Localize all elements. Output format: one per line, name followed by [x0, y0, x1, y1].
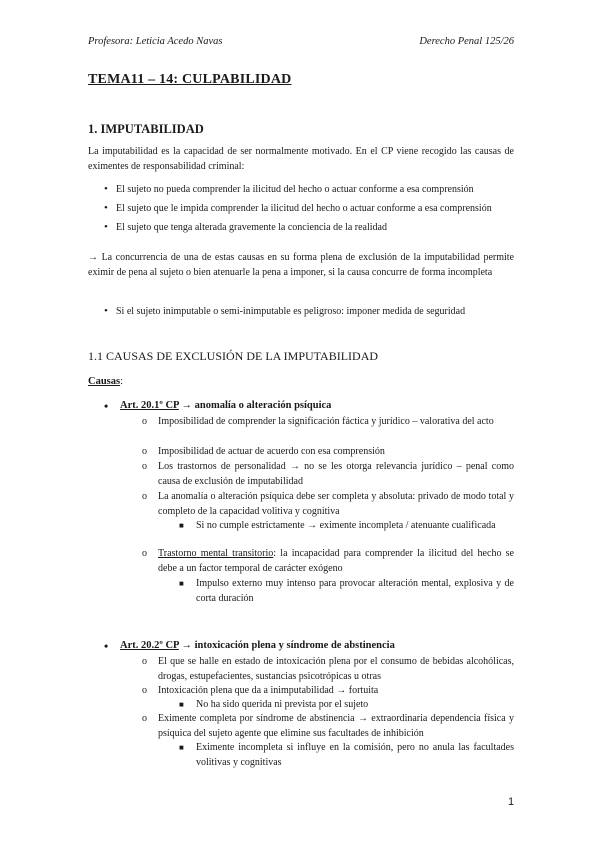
causas-label-text: Causas: [88, 376, 121, 387]
circle-bullet-icon: o: [142, 656, 147, 667]
peligrosidad-list: [88, 304, 514, 323]
circle-bullet-icon: o: [142, 548, 147, 559]
section-heading-imputabilidad: 1. IMPUTABILIDAD: [88, 122, 204, 136]
list-item: • El sujeto que tenga alterada gravemente la conciencia de la realidad: [88, 220, 514, 235]
art-20-1-ref: Art. 20.1º CP: [120, 400, 179, 411]
list-item: [142, 683, 514, 698]
circle-bullet-icon: o: [142, 713, 147, 724]
list-item-text: La anomalía o alteración psíquica debe ser completa y absoluta: privado de modo total y completo de la capacidad volitiva y cognitiva: [158, 491, 514, 517]
square-bullet-icon: ■: [179, 521, 184, 530]
header-course: Derecho Penal 125/26: [419, 36, 514, 47]
list-item-text: : la incapacidad para comprender la ilicitud del hecho se debe a un factor temporal de carácter exógeno: [158, 548, 514, 574]
square-bullet-icon: ■: [179, 700, 184, 709]
list-item-text: No ha sido querida ni prevista por el sujeto: [196, 699, 369, 710]
causas-colon: :: [120, 376, 124, 387]
list-item-text: Imposibilidad de actuar de acuerdo con esa comprensión: [158, 446, 385, 457]
square-bullet-icon: ■: [179, 743, 184, 752]
list-item-text: Intoxicación plena que da a inimputabilidad → fortuita: [158, 685, 379, 696]
page-title: TEMA11 – 14: CULPABILIDAD: [88, 72, 292, 87]
list-item: [142, 459, 514, 489]
art-20-1-heading: [104, 399, 332, 413]
list-item: [179, 697, 514, 712]
page-number: 1: [508, 796, 515, 808]
bullet-icon: •: [104, 399, 109, 413]
list-item: [142, 654, 514, 684]
intro-paragraph: La imputabilidad es la capacidad de ser normalmente motivado. En el CP viene recogido las causas de eximentes de responsabilidad criminal:: [88, 146, 514, 172]
square-bullet-icon: ■: [179, 579, 184, 588]
list-item-text: Eximente incompleta si influye en la comisión, pero no anula las facultades volitivas y cognitivas: [196, 742, 514, 768]
art-20-2-ref: Art. 20.2º CP: [120, 640, 179, 651]
list-item: [142, 489, 514, 519]
list-item: [142, 444, 514, 459]
circle-bullet-icon: o: [142, 685, 147, 696]
header-author: Profesora: Leticia Acedo Navas: [88, 36, 223, 47]
causas-label: [88, 376, 123, 387]
list-item-text: Impulso externo muy intenso para provocar alteración mental, explosiva y de corta duración: [196, 578, 514, 604]
list-item-text: Eximente completa por síndrome de abstinencia → extraordinaria dependencia física y psíquica del sujeto agente que elimine sus facultades de inhibición: [158, 713, 514, 739]
eximentes-list: [88, 182, 514, 239]
section-heading-causas-exclusion: 1.1 CAUSAS DE EXCLUSIÓN DE LA IMPUTABILIDAD: [88, 349, 379, 363]
art-20-2-heading: [104, 639, 395, 653]
list-item: • Si el sujeto inimputable o semi-inimputable es peligroso: imponer medida de seguridad: [88, 304, 514, 319]
list-item-text: Los trastornos de personalidad → no se les otorga relevancia jurídico – penal como causa de exclusión de imputabilidad: [158, 461, 514, 487]
list-item: [142, 414, 514, 429]
art-20-1-topic: → anomalía o alteración psíquica: [178, 400, 332, 411]
circle-bullet-icon: o: [142, 416, 147, 427]
list-item-text: Si no cumple estrictamente → eximente incompleta / atenuante cualificada: [196, 520, 496, 531]
list-item: [142, 711, 514, 741]
circle-bullet-icon: o: [142, 491, 147, 502]
circle-bullet-icon: o: [142, 446, 147, 457]
circle-bullet-icon: o: [142, 461, 147, 472]
concurrencia-paragraph: → La concurrencia de una de estas causas en su forma plena de exclusión de la imputabilidad permite eximir de pena al sujeto o bien atenuarle la pena a imponer, si la causa concurre de forma incompleta: [88, 252, 514, 278]
list-item: • El sujeto que le impida comprender la ilicitud del hecho o actuar conforme a esa comprensión: [88, 201, 514, 216]
list-item: [179, 576, 514, 606]
list-item-text: Imposibilidad de comprender la significación fáctica y jurídico – valorativa del acto: [158, 416, 494, 427]
list-item: • El sujeto no pueda comprender la ilicitud del hecho o actuar conforme a esa comprensión: [88, 182, 514, 197]
art-20-2-topic: → intoxicación plena y síndrome de abstinencia: [178, 640, 395, 651]
list-item-text: El que se halle en estado de intoxicación plena por el consumo de bebidas alcohólicas, drogas, estupefacientes, sustancias psicotrópicas u otras: [158, 656, 514, 682]
list-item: [179, 740, 514, 770]
list-item: [179, 518, 514, 533]
list-item: [142, 546, 514, 576]
trastorno-label: Trastorno mental transitorio: [158, 548, 274, 559]
bullet-icon: •: [104, 639, 109, 653]
